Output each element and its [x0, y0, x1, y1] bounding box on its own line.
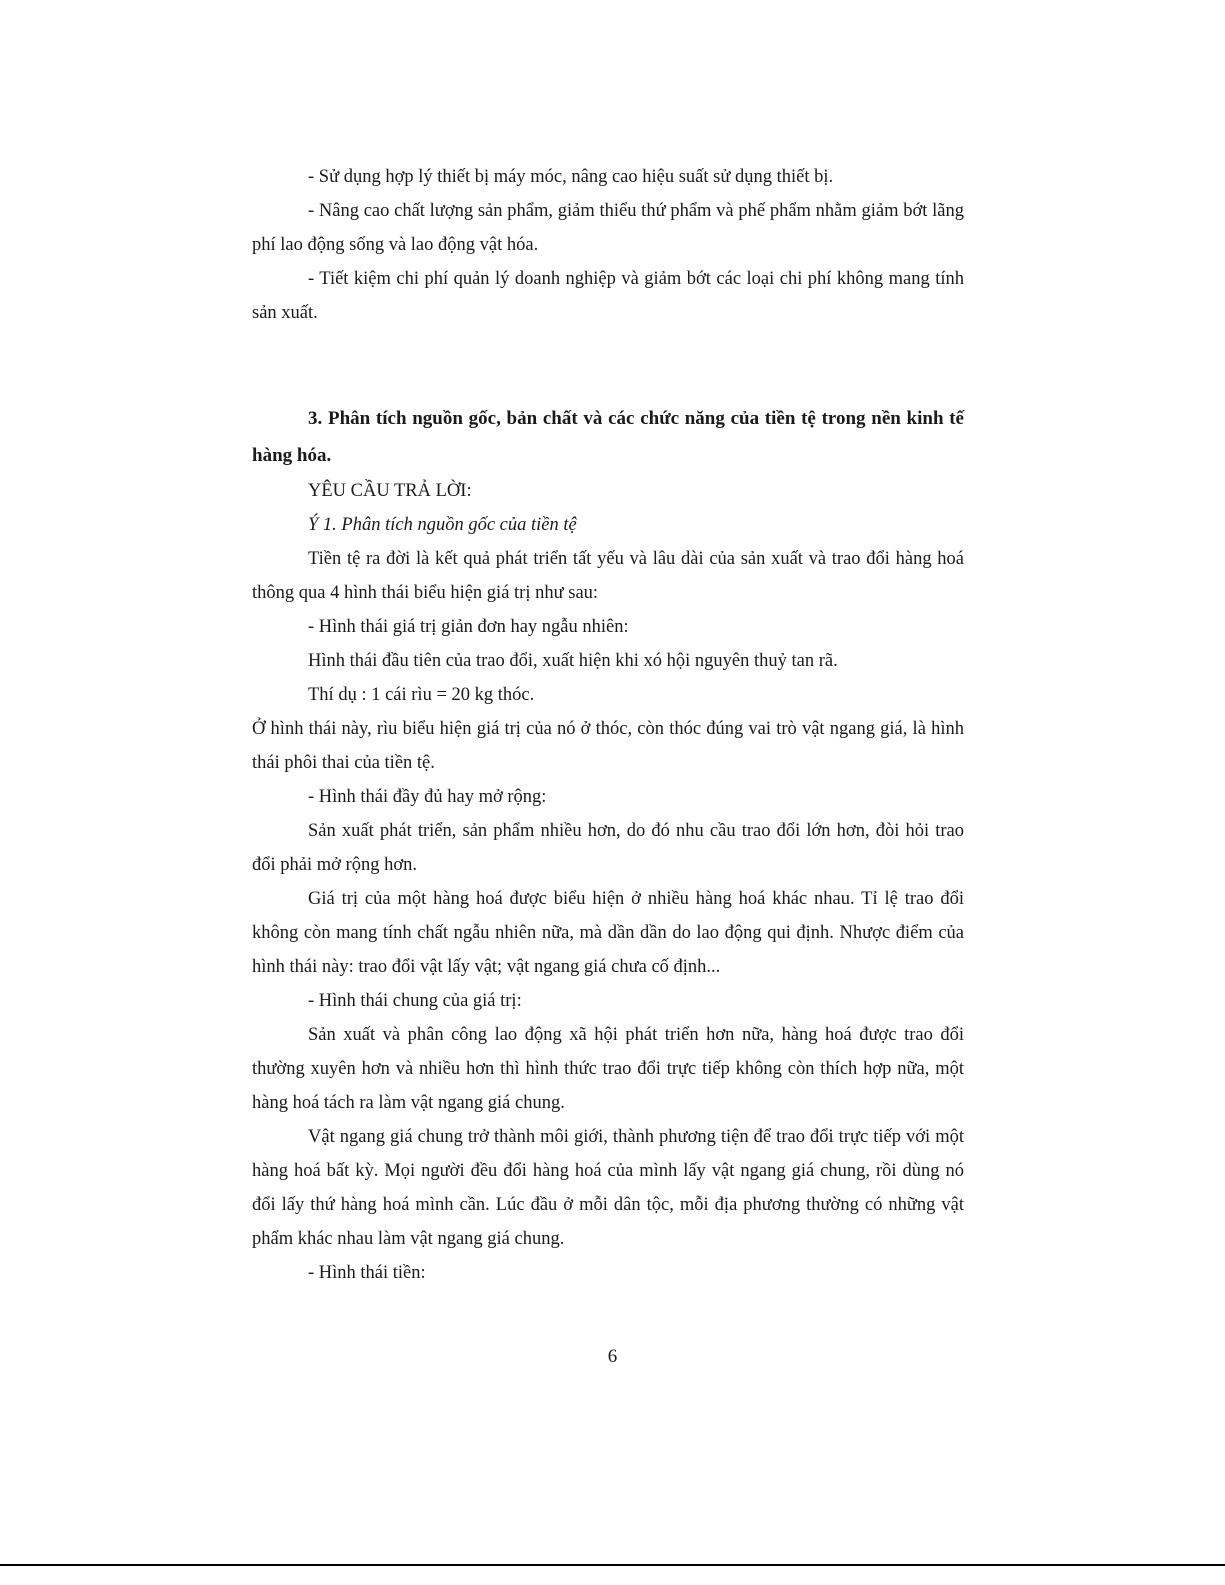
- section-heading: 3. Phân tích nguồn gốc, bản chất và các chức năng của tiền tệ trong nền kinh tế hàng hóa.: [252, 408, 964, 466]
- paragraph: Vật ngang giá chung trở thành môi giới, thành phương tiện để trao đổi trực tiếp với một hàng hoá bất kỳ. Mọi người đều đổi hàng hoá của mình lấy vật ngang giá chung, rồi dùng nó đổi lấy thứ hàng hoá mình cần. Lúc đầu ở mỗi dân tộc, mỗi địa phương thường có những vật phẩm khác nhau làm vật ngang giá chung.: [252, 1127, 964, 1249]
- answer-label: YÊU CẦU TRẢ LỜI:: [308, 481, 472, 501]
- paragraph: Giá trị của một hàng hoá được biểu hiện ở nhiều hàng hoá khác nhau. Tỉ lệ trao đổi không còn mang tính chất ngẫu nhiên nữa, mà dần dần do lao động qui định. Nhược điểm của hình thái này: trao đổi vật lấy vật; vật ngang giá chưa cố định...: [252, 889, 964, 977]
- paragraph: Sản xuất phát triển, sản phẩm nhiều hơn, do đó nhu cầu trao đổi lớn hơn, đòi hỏi trao đổi phải mở rộng hơn.: [252, 821, 964, 875]
- paragraph: - Hình thái đầy đủ hay mở rộng:: [308, 787, 547, 807]
- paragraph: Tiền tệ ra đời là kết quả phát triển tất yếu và lâu dài của sản xuất và trao đổi hàng hoá thông qua 4 hình thái biểu hiện giá trị như sau:: [252, 549, 964, 603]
- paragraph-cost-saving: - Tiết kiệm chi phí quản lý doanh nghiệp và giảm bớt các loại chi phí không mang tính sản xuất.: [252, 269, 964, 323]
- paragraph-quality: - Nâng cao chất lượng sản phẩm, giảm thiểu thứ phẩm và phế phẩm nhằm giảm bớt lãng phí lao động sống và lao động vật hóa.: [252, 201, 964, 255]
- paragraph: Hình thái đầu tiên của trao đổi, xuất hiện khi xó hội nguyên thuỷ tan rã.: [308, 651, 838, 671]
- paragraph-equipment: - Sử dụng hợp lý thiết bị máy móc, nâng cao hiệu suất sử dụng thiết bị.: [308, 167, 834, 187]
- paragraph: Thí dụ : 1 cái rìu = 20 kg thóc.: [308, 685, 535, 705]
- point-title: Ý 1. Phân tích nguồn gốc của tiền tệ: [308, 515, 577, 535]
- paragraph: - Hình thái giá trị giản đơn hay ngẫu nhiên:: [308, 617, 629, 637]
- paragraph: - Hình thái chung của giá trị:: [308, 991, 522, 1011]
- paragraph: Sản xuất và phân công lao động xã hội phát triển hơn nữa, hàng hoá được trao đổi thường xuyên hơn và nhiều hơn thì hình thức trao đổi trực tiếp không còn thích hợp nữa, một hàng hoá tách ra làm vật ngang giá chung.: [252, 1025, 964, 1113]
- paragraph: Ở hình thái này, rìu biểu hiện giá trị của nó ở thóc, còn thóc đúng vai trò vật ngang giá, là hình thái phôi thai của tiền tệ.: [252, 719, 964, 773]
- document-page: [252, 160, 964, 1290]
- page-number: 6: [607, 1346, 618, 1367]
- bottom-border-line: [0, 1564, 1225, 1566]
- paragraph: - Hình thái tiền:: [308, 1263, 426, 1283]
